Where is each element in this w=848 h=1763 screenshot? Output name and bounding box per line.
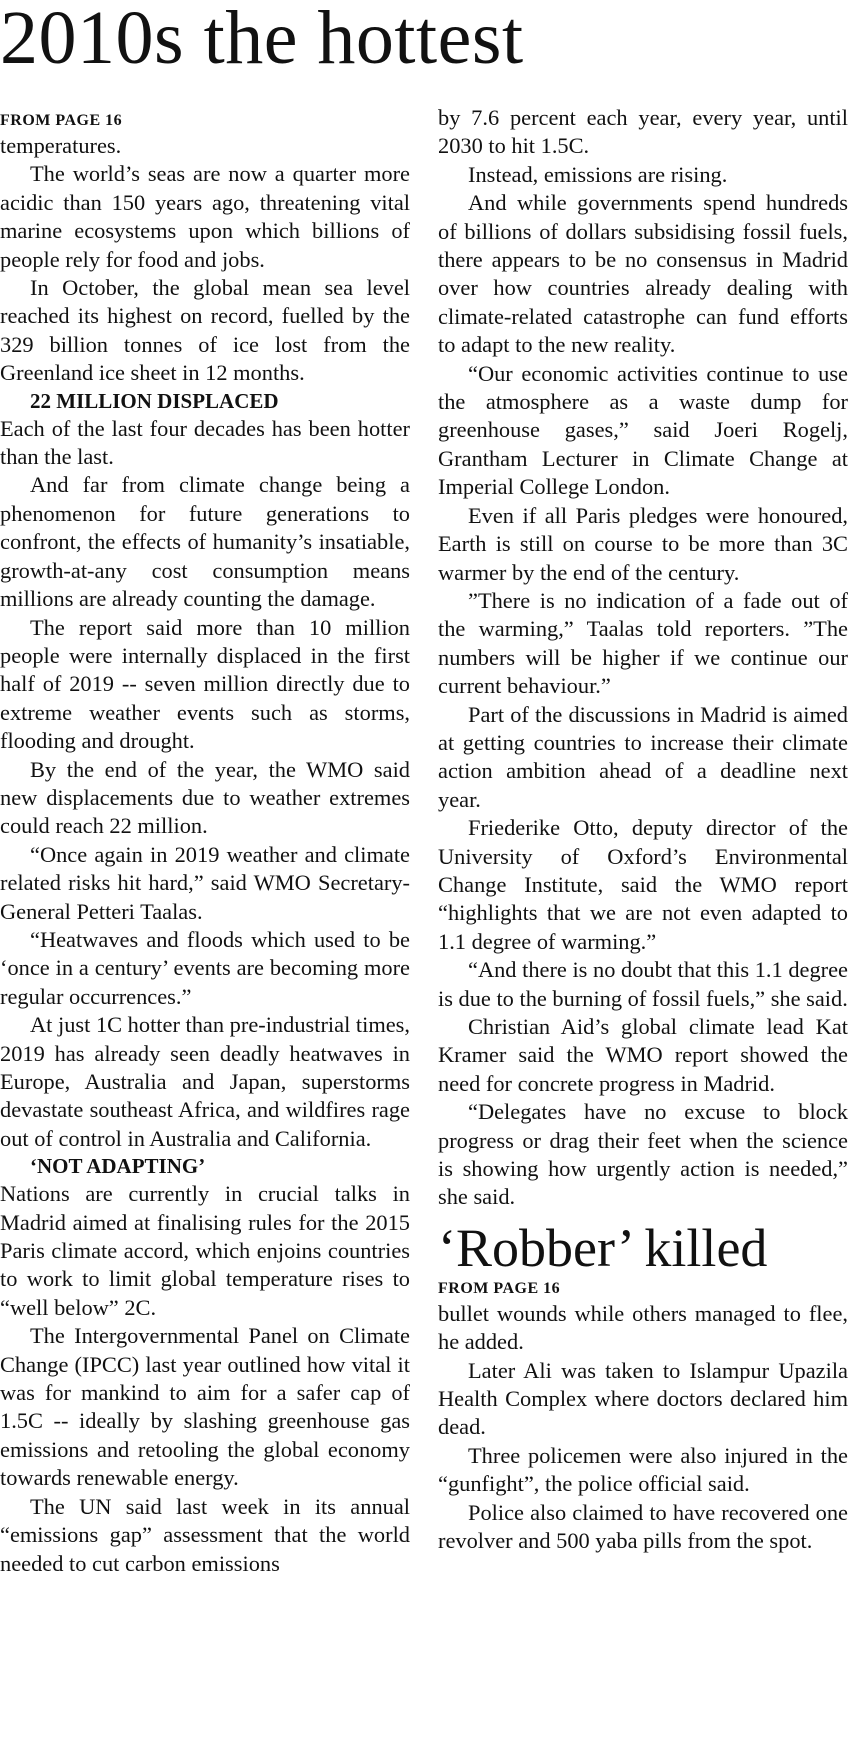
paragraph: Nations are currently in crucial talks in Madrid aimed at finalising rules for the 2015 Paris climate accord, which enjoins countries to work to limit global temperature rises to “well below” 2C. xyxy=(0,1181,410,1320)
paragraph: Police also claimed to have recovered one revolver and 500 yaba pills from the spot. xyxy=(438,1499,848,1554)
paragraph: Later Ali was taken to Islampur Upazila Health Complex where doctors declared him dead. xyxy=(438,1357,848,1440)
paragraph: “And there is no doubt that this 1.1 degree is due to the burning of fossil fuels,” she said. xyxy=(438,957,848,1011)
subheading: 22 MILLION DISPLACED xyxy=(30,388,279,413)
dateline: FROM PAGE 16 xyxy=(0,112,123,129)
paragraph: Each of the last four decades has been hotter than the last. xyxy=(0,415,410,470)
paragraph: “Our economic activities continue to use the atmosphere as a waste dump for greenhouse gases,” said Joeri Rogelj, Grantham Lecturer in Climate Change at Imperial College London. xyxy=(438,360,848,500)
dateline: FROM PAGE 16 xyxy=(438,1279,561,1297)
paragraph: The UN said last week in its annual “emissions gap” assessment that the world needed to cut carbon emissions xyxy=(0,1493,410,1576)
article-column-right xyxy=(438,104,848,1556)
paragraph: Part of the discussions in Madrid is aimed at getting countries to increase their climate action ambition ahead of a deadline next year. xyxy=(438,701,848,812)
paragraph: by 7.6 percent each year, every year, until 2030 to hit 1.5C. xyxy=(438,105,848,159)
paragraph: ”There is no indication of a fade out of the warming,” Taalas told reporters. ”The numbers will be higher if we continue our current behaviour.” xyxy=(438,587,848,699)
paragraph: Friederike Otto, deputy director of the University of Oxford’s Environmental Change Institute, said the WMO report “highlights that we are not even adapted to 1.1 degree of warming.” xyxy=(438,815,848,954)
paragraph: And far from climate change being a phenomenon for future generations to confront, the effects of humanity’s insatiable, growth-at-any cost consumption means millions are already counting the damage. xyxy=(0,472,410,612)
paragraph: The Intergovernmental Panel on Climate Change (IPCC) last year outlined how vital it was for mankind to aim for a safer cap of 1.5C -- ideally by slashing greenhouse gas emissions and retooling the global economy towards renewable energy. xyxy=(0,1323,410,1491)
paragraph: In October, the global mean sea level reached its highest on record, fuelled by the 329 billion tonnes of ice lost from the Greenland ice sheet in 12 months. xyxy=(0,275,410,386)
main-headline: 2010s the hottest xyxy=(0,0,524,80)
subheading: ‘NOT ADAPTING’ xyxy=(30,1154,206,1179)
paragraph: The world’s seas are now a quarter more acidic than 150 years ago, threatening vital marine ecosystems upon which billions of people rely for food and jobs. xyxy=(0,161,410,272)
paragraph: bullet wounds while others managed to flee, he added. xyxy=(438,1300,848,1355)
paragraph: “Heatwaves and floods which used to be ‘once in a century’ events are becoming more regular occurrences.” xyxy=(0,926,410,1009)
paragraph: “Once again in 2019 weather and climate related risks hit hard,” said WMO Secretary-General Petteri Taalas. xyxy=(0,841,410,924)
article-column-left xyxy=(0,110,410,1578)
paragraph: At just 1C hotter than pre-industrial times, 2019 has already seen deadly heatwaves in Europe, Australia and Japan, superstorms devastate southeast Africa, and wildfires rage out of control in Australia and California. xyxy=(0,1012,410,1151)
paragraph: Even if all Paris pledges were honoured, Earth is still on course to be more than 3C warmer by the end of the century. xyxy=(438,502,848,585)
paragraph: And while governments spend hundreds of billions of dollars subsidising fossil fuels, there appears to be no consensus in Madrid over how countries already dealing with climate-related catastrophe can fund efforts to adapt to the new reality. xyxy=(438,190,848,358)
paragraph: Instead, emissions are rising. xyxy=(468,161,728,187)
paragraph: Three policemen were also injured in the “gunfight”, the police official said. xyxy=(438,1442,848,1497)
paragraph: “Delegates have no excuse to block progress or drag their feet when the science is showing how urgently action is needed,” she said. xyxy=(438,1099,848,1210)
second-headline: ‘Robber’ killed xyxy=(438,1217,768,1278)
paragraph: temperatures. xyxy=(0,133,122,158)
paragraph: By the end of the year, the WMO said new displacements due to weather extremes could reach 22 million. xyxy=(0,756,410,839)
paragraph: Christian Aid’s global climate lead Kat Kramer said the WMO report showed the need for concrete progress in Madrid. xyxy=(438,1014,848,1096)
paragraph: The report said more than 10 million people were internally displaced in the first half of 2019 -- seven million directly due to extreme weather events such as storms, flooding and drought. xyxy=(0,614,410,754)
